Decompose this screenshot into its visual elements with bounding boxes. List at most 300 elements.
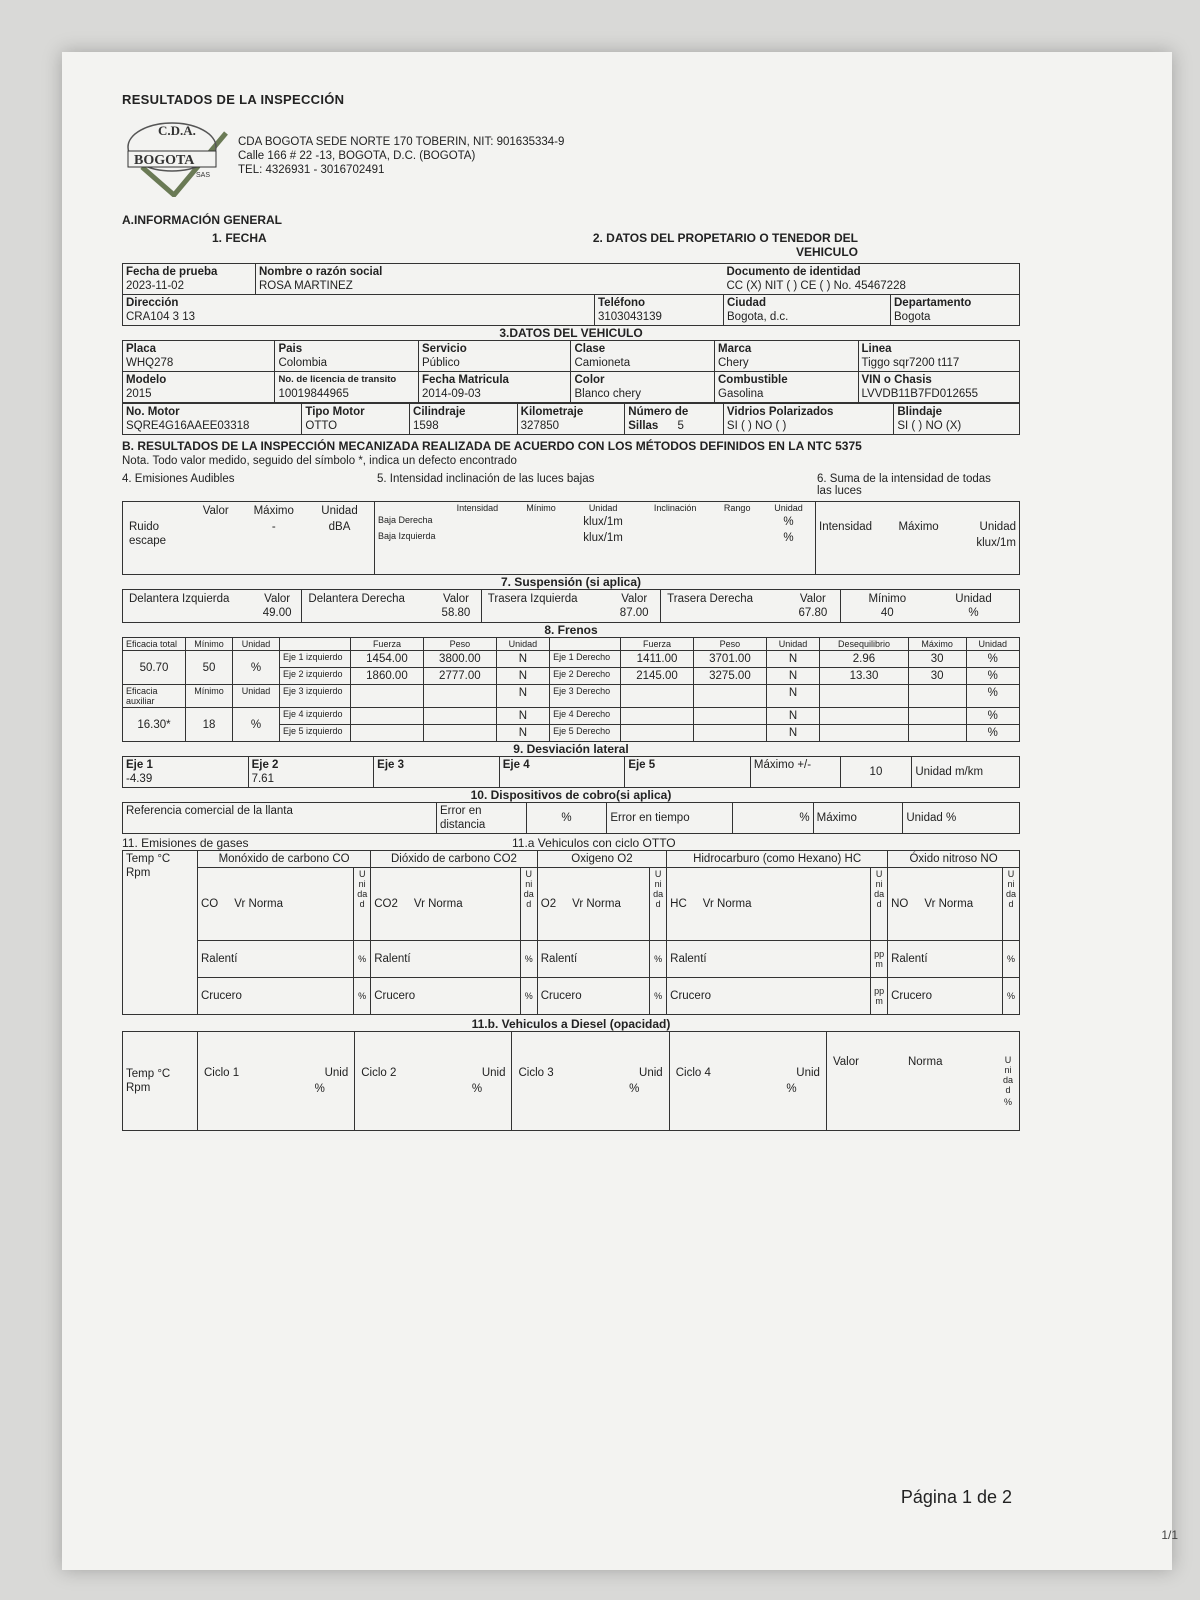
section-a-title: A.INFORMACIÓN GENERAL	[122, 213, 282, 227]
section-b-title: B. RESULTADOS DE LA INSPECCIÓN MECANIZADA REALIZADA DE ACUERDO CON LOS MÉTODOS DEFINIDOS EN LA NTC 5375	[122, 439, 862, 453]
no-heading: Óxido nitroso NO	[888, 851, 1020, 868]
svg-text:C.D.A.: C.D.A.	[158, 123, 196, 138]
desv-eje2-label: Eje 2	[251, 759, 279, 771]
susp-td-label: Trasera Derecha	[667, 593, 754, 605]
no-ralenti-unit: %	[1003, 941, 1020, 978]
ciclo1-pct: %	[314, 1083, 325, 1095]
unidad-deseq-head: Unidad	[966, 638, 1019, 651]
eficacia-total-label: Eficacia total	[123, 638, 186, 651]
eje-der-label: Eje 4 Derecho	[550, 708, 621, 725]
hc-crucero: Crucero	[667, 978, 871, 1015]
unidad-der-head: Unidad	[766, 638, 819, 651]
cobro-unit-label: Unidad %	[903, 803, 1020, 834]
eje-izq-unit: N	[496, 651, 549, 668]
combustible-value: Gasolina	[718, 388, 764, 400]
ciclo4-unid: Unid	[796, 1067, 820, 1079]
susp-dd-value: 58.80	[441, 607, 471, 619]
eje-der-peso: 3275.00	[693, 668, 766, 685]
eje-izq-peso: 3800.00	[423, 651, 496, 668]
otto-title: 11.a Vehiculos con ciclo OTTO	[512, 836, 676, 850]
hc-sub	[667, 868, 871, 941]
company-address: Calle 166 # 22 -13, BOGOTA, D.C. (BOGOTA)	[238, 150, 476, 162]
no-crucero-unit: %	[1003, 978, 1020, 1015]
vehicle-section-title: 3.DATOS DEL VEHICULO	[499, 326, 643, 340]
maximo-head: Máximo	[908, 638, 966, 651]
co-crucero-unit: %	[354, 978, 371, 1015]
susp-ti-label: Trasera Izquierda	[487, 593, 578, 605]
susp-min-value: 40	[880, 607, 894, 619]
eje-maximo	[908, 725, 966, 742]
ef-aux-min: 18	[186, 708, 233, 742]
page-number: Página 1 de 2	[900, 1487, 1012, 1507]
eje-izq-unit: N	[496, 668, 549, 685]
luz-unidad-head: Unidad	[588, 503, 618, 513]
co2-crucero-unit: %	[520, 978, 537, 1015]
desv-max-label: Máximo +/-	[750, 757, 840, 788]
licencia-label: No. de licencia de transito	[278, 374, 397, 385]
audible-unit-head: Unidad	[321, 505, 358, 517]
svg-text:SAS: SAS	[196, 172, 211, 179]
hc-crucero-unit: ppm	[871, 978, 888, 1015]
co-vr: Vr	[234, 898, 246, 910]
motor-label: No. Motor	[126, 406, 180, 418]
diesel-table	[122, 1031, 1020, 1131]
eje-der-unit: N	[766, 708, 819, 725]
eje-der-unit: N	[766, 651, 819, 668]
desv-eje1-label: Eje 1	[126, 759, 153, 771]
eje-der-fuerza	[621, 685, 694, 708]
eje-der-label: Eje 5 Derecho	[550, 725, 621, 742]
linea-label: Linea	[861, 343, 892, 355]
eje-maximo: 30	[908, 651, 966, 668]
ciclo2-pct: %	[471, 1083, 483, 1095]
eje-maximo	[908, 685, 966, 708]
departamento-label: Departamento	[894, 297, 972, 309]
ef-aux-unit-head: Unidad	[233, 685, 280, 708]
sillas-label-2: Sillas	[628, 420, 659, 432]
luz-inclinacion-head: Inclinación	[653, 503, 697, 513]
sillas-value: 5	[677, 420, 684, 432]
o2-crucero: Crucero	[537, 978, 649, 1015]
owner-heading: 2. DATOS DEL PROPETARIO O TENEDOR DEL VEHICULO	[592, 231, 858, 259]
report-title: RESULTADOS DE LA INSPECCIÓN	[122, 92, 345, 107]
unidad-izq-head: Unidad	[496, 638, 549, 651]
eje-deseq-unit: %	[966, 685, 1019, 708]
lights-sum-inner	[816, 502, 1019, 551]
gas-rpm-label: Rpm	[126, 867, 151, 879]
eje-deseq-unit: %	[966, 708, 1019, 725]
desv-eje1-value: -4.39	[126, 773, 153, 785]
desv-eje3-label: Eje 3	[377, 759, 405, 771]
co2-norma: Norma	[428, 898, 463, 910]
eje-maximo	[908, 708, 966, 725]
ciclo2-unid: Unid	[481, 1067, 506, 1079]
susp-td-valor-head: Valor	[799, 593, 826, 605]
eje-izq-unit: N	[496, 708, 549, 725]
marca-label: Marca	[718, 343, 752, 355]
susp-dd-valor-head: Valor	[442, 593, 469, 605]
sum-unidad-head: Unidad	[979, 521, 1016, 533]
eje-izq-peso: 2777.00	[423, 668, 496, 685]
sillas-label: Número de	[628, 406, 689, 418]
fuerza-izq-head: Fuerza	[351, 638, 424, 651]
vidrios-label: Vidrios Polarizados	[726, 406, 834, 418]
modelo-value: 2015	[126, 388, 152, 400]
company-phone: TEL: 4326931 - 3016702491	[238, 164, 385, 176]
eje-der-label: Eje 1 Derecho	[550, 651, 621, 668]
company-info	[238, 135, 564, 177]
o2-crucero-unit: %	[650, 978, 667, 1015]
cobro-error-dist-label: Error en distancia	[436, 803, 526, 834]
no-norma: Norma	[938, 898, 974, 910]
eje-izq-peso	[423, 708, 496, 725]
eje-desequilibrio	[820, 708, 909, 725]
eje-izq-fuerza: 1860.00	[351, 668, 424, 685]
o2-unidad-vertical: Unidad	[650, 868, 667, 941]
audible-inner	[126, 503, 371, 549]
fecha-heading: 1. FECHA	[212, 231, 267, 245]
eje-deseq-unit: %	[966, 668, 1019, 685]
susp-dd-label: Delantera Derecha	[308, 593, 405, 605]
frenos-title: 8. Frenos	[544, 623, 598, 637]
color-label: Color	[574, 374, 605, 386]
o2-norma: Norma	[586, 898, 621, 910]
no-sub	[888, 868, 1003, 941]
cilindraje-label: Cilindraje	[413, 406, 466, 418]
eje-der-unit: N	[766, 685, 819, 708]
svg-text:BOGOTA: BOGOTA	[134, 153, 195, 168]
eje-izq-fuerza	[351, 725, 424, 742]
eje-der-peso: 3701.00	[693, 651, 766, 668]
baja-derecha-unit: klux/1m	[583, 516, 623, 528]
susp-min-label: Mínimo	[868, 593, 907, 605]
no-ralenti: Ralentí	[888, 941, 1003, 978]
eje-der-fuerza	[621, 725, 694, 742]
baja-izquierda-label: Baja Izquierda	[378, 531, 436, 541]
ef-aux-value: 16.30*	[123, 708, 186, 742]
lights-sum-heading: 6. Suma de la intensidad de todas las luces	[817, 473, 991, 497]
eje-der-fuerza: 1411.00	[621, 651, 694, 668]
document-page	[62, 52, 1172, 1570]
eje-izq-fuerza: 1454.00	[351, 651, 424, 668]
sum-unidad-value: klux/1m	[976, 537, 1016, 549]
desv-unit: Unidad m/km	[912, 757, 1020, 788]
tipo-motor-value: OTTO	[305, 420, 338, 432]
licencia-value: 10019844965	[278, 388, 349, 400]
eje-izq-label: Eje 4 izquierdo	[280, 708, 351, 725]
eje-izq-label: Eje 2 izquierdo	[280, 668, 351, 685]
no-crucero: Crucero	[888, 978, 1003, 1015]
eje-desequilibrio: 2.96	[820, 651, 909, 668]
ef-total-min: 50	[186, 651, 233, 685]
ciclo1-unid: Unid	[324, 1067, 349, 1079]
audible-unit-value: dBA	[328, 521, 351, 533]
gases-title: 11. Emisiones de gases	[122, 836, 249, 850]
clase-label: Clase	[574, 343, 606, 355]
desv-eje2-value: 7.61	[251, 773, 274, 785]
co2-ralenti-unit: %	[520, 941, 537, 978]
co2-vr: Vr	[413, 898, 425, 910]
section-b-subheads	[122, 473, 1020, 497]
marca-value: Chery	[718, 357, 749, 369]
eje-izq-label: Eje 3 izquierdo	[280, 685, 351, 708]
placa-value: WHQ278	[126, 357, 174, 369]
ef-aux-min-head: Mínimo	[186, 685, 233, 708]
desv-max-value: 10	[840, 757, 912, 788]
ciclo4-label: Ciclo 4	[675, 1067, 711, 1079]
gas-temp-label: Temp °C	[126, 853, 171, 865]
company-header	[122, 115, 1020, 197]
gases-heads	[122, 836, 1020, 850]
eje-izq-unit: N	[496, 685, 549, 708]
susp-ti-value: 87.00	[619, 607, 649, 619]
eje-deseq-unit: %	[966, 651, 1019, 668]
general-info-table	[122, 263, 1020, 326]
cobro-ref-label: Referencia comercial de la llanta	[123, 803, 437, 834]
ciclo3-unid: Unid	[639, 1067, 663, 1079]
ef-total-unit: %	[233, 651, 280, 685]
documento-value: CC (X) NIT ( ) CE ( ) No. 45467228	[726, 280, 906, 292]
tipo-motor-label: Tipo Motor	[305, 406, 365, 418]
ciclo2-label: Ciclo 2	[361, 1067, 397, 1079]
no-unidad-vertical: Unidad	[1003, 868, 1020, 941]
eje-izq-peso	[423, 685, 496, 708]
hc-unidad-vertical: Unidad	[871, 868, 888, 941]
lights-heading: 5. Intensidad inclinación de las luces bajas	[377, 473, 595, 485]
blindaje-value: SI ( ) NO (X)	[897, 420, 962, 432]
eficacia-auxiliar-label: Eficacia auxiliar	[123, 685, 186, 708]
vehicle-table-engine	[122, 403, 1020, 435]
o2-heading: Oxigeno O2	[537, 851, 666, 868]
eje-der-unit: N	[766, 725, 819, 742]
eje-der-peso	[693, 685, 766, 708]
o2-ralenti: Ralentí	[537, 941, 649, 978]
color-value: Blanco chery	[574, 388, 641, 400]
luz-intensidad-head: Intensidad	[456, 503, 499, 513]
vidrios-value: SI ( ) NO ( )	[726, 420, 787, 432]
audible-max-head: Máximo	[253, 505, 294, 517]
hc-heading: Hidrocarburo (como Hexano) HC	[667, 851, 888, 868]
vehicle-table	[122, 340, 1020, 403]
frenos-table	[122, 637, 1020, 742]
cobro-max-label: Máximo	[813, 803, 903, 834]
clase-value: Camioneta	[574, 357, 631, 369]
hc-ralenti: Ralentí	[667, 941, 871, 978]
ciudad-label: Ciudad	[727, 297, 766, 309]
servicio-label: Servicio	[422, 343, 467, 355]
no-label: NO	[891, 898, 909, 910]
ciudad-value: Bogota, d.c.	[727, 311, 789, 323]
vin-value: LVVDB11B7FD012655	[861, 388, 979, 400]
co2-ralenti: Ralentí	[371, 941, 521, 978]
suspension-table	[122, 589, 1020, 623]
desequilibrio-head: Desequilibrio	[820, 638, 909, 651]
o2-ralenti-unit: %	[650, 941, 667, 978]
cda-bogota-logo	[122, 115, 234, 197]
direccion-label: Dirección	[126, 297, 179, 309]
eje-izq-fuerza	[351, 708, 424, 725]
desviacion-table	[122, 756, 1020, 788]
section-a-subheads	[122, 231, 1020, 259]
baja-izquierda-pct: %	[783, 532, 794, 544]
co-label: CO	[201, 898, 219, 910]
o2-label: O2	[540, 898, 557, 910]
cobro-error-tiempo-label: Error en tiempo	[607, 803, 733, 834]
susp-unit-value: %	[968, 607, 979, 619]
cobro-tiempo-pct: %	[732, 803, 813, 834]
baja-derecha-pct: %	[783, 516, 794, 528]
co2-unidad-vertical: Unidad	[520, 868, 537, 941]
kilometraje-value: 327850	[520, 420, 560, 432]
co-sub	[198, 868, 354, 941]
co2-label: CO2	[374, 898, 398, 910]
co-heading: Monóxido de carbono CO	[198, 851, 371, 868]
audible-lights-table	[122, 501, 1020, 575]
cobro-dist-pct: %	[526, 803, 607, 834]
diesel-unidad-pct: %	[1003, 1097, 1012, 1107]
departamento-value: Bogota	[894, 311, 931, 323]
luz-rango-head: Rango	[723, 503, 751, 513]
susp-unit-label: Unidad	[955, 593, 992, 605]
fecha-label: Fecha de prueba	[126, 266, 218, 278]
servicio-value: Público	[422, 357, 460, 369]
telefono-label: Teléfono	[598, 297, 646, 309]
diesel-norma-label: Norma	[907, 1056, 943, 1068]
co-unidad-vertical: Unidad	[354, 868, 371, 941]
co-crucero: Crucero	[198, 978, 354, 1015]
ef-total-min-head: Mínimo	[186, 638, 233, 651]
susp-di-label: Delantera Izquierda	[129, 593, 230, 605]
no-vr: Vr	[924, 898, 936, 910]
eje-der-peso	[693, 708, 766, 725]
susp-di-valor-head: Valor	[264, 593, 291, 605]
diesel-temp-label: Temp °C	[126, 1068, 171, 1080]
linea-value: Tiggo sqr7200 t117	[861, 357, 960, 369]
pais-label: Pais	[278, 343, 303, 355]
desv-eje5-label: Eje 5	[628, 759, 656, 771]
sum-intensidad-head: Intensidad	[819, 521, 873, 533]
fecha-value: 2023-11-02	[126, 280, 184, 292]
susp-td-value: 67.80	[798, 607, 828, 619]
cilindraje-value: 1598	[413, 420, 439, 432]
ciclo3-label: Ciclo 3	[518, 1067, 554, 1079]
kilometraje-label: Kilometraje	[520, 406, 584, 418]
hc-label: HC	[670, 898, 687, 910]
company-name-nit: CDA BOGOTA SEDE NORTE 170 TOBERIN, NIT: 901635334-9	[238, 136, 565, 148]
co-ralenti-unit: %	[354, 941, 371, 978]
luz-min-head: Mínimo	[526, 503, 556, 513]
combustible-label: Combustible	[718, 374, 788, 386]
lights-inner	[375, 502, 815, 546]
diesel-rpm-label: Rpm	[126, 1082, 151, 1094]
co2-crucero: Crucero	[371, 978, 521, 1015]
eje-der-fuerza: 2145.00	[621, 668, 694, 685]
peso-der-head: Peso	[693, 638, 766, 651]
eje-der-fuerza	[621, 708, 694, 725]
ef-total-value: 50.70	[123, 651, 186, 685]
direccion-value: CRA104 3 13	[126, 311, 196, 323]
eje-der-unit: N	[766, 668, 819, 685]
placa-label: Placa	[126, 343, 157, 355]
eje-izq-peso	[423, 725, 496, 742]
motor-value: SQRE4G16AAEE03318	[126, 420, 250, 432]
ruido-label: Ruido escape	[129, 521, 167, 547]
susp-ti-valor-head: Valor	[621, 593, 648, 605]
eje-desequilibrio: 13.30	[820, 668, 909, 685]
nombre-label: Nombre o razón social	[259, 266, 383, 278]
hc-norma: Norma	[717, 898, 752, 910]
nombre-value: ROSA MARTINEZ	[259, 280, 353, 292]
ef-total-unit-head: Unidad	[233, 638, 280, 651]
peso-izq-head: Peso	[423, 638, 496, 651]
co-ralenti: Ralentí	[198, 941, 354, 978]
audible-heading: 4. Emisiones Audibles	[122, 473, 235, 485]
baja-derecha-label: Baja Derecha	[378, 515, 433, 525]
eje-izq-label: Eje 5 izquierdo	[280, 725, 351, 742]
eje-desequilibrio	[820, 685, 909, 708]
eje-der-peso	[693, 725, 766, 742]
matricula-label: Fecha Matricula	[422, 374, 509, 386]
matricula-value: 2014-09-03	[422, 388, 481, 400]
diesel-unidad-vertical: Unidad	[1003, 1055, 1014, 1095]
sum-max-head: Máximo	[898, 521, 939, 533]
ef-aux-unit: %	[233, 708, 280, 742]
pais-value: Colombia	[278, 357, 328, 369]
eje-der-label: Eje 2 Derecho	[550, 668, 621, 685]
co-norma: Norma	[248, 898, 284, 910]
vin-label: VIN o Chasis	[861, 374, 932, 386]
co2-heading: Dióxido de carbono CO2	[371, 851, 538, 868]
o2-vr: Vr	[572, 898, 584, 910]
luz-unidad2-head: Unidad	[774, 503, 803, 513]
cobro-table	[122, 802, 1020, 834]
gases-otto-table	[122, 850, 1020, 1015]
defect-note: Nota. Todo valor medido, seguido del símbolo *, indica un defecto encontrado	[122, 455, 517, 467]
document-content	[122, 92, 1020, 1131]
blindaje-label: Blindaje	[897, 406, 943, 418]
eje-desequilibrio	[820, 725, 909, 742]
diesel-title: 11.b. Vehiculos a Diesel (opacidad)	[471, 1017, 671, 1031]
eje-izq-fuerza	[351, 685, 424, 708]
desv-eje4-label: Eje 4	[502, 759, 530, 771]
eje-maximo: 30	[908, 668, 966, 685]
modelo-label: Modelo	[126, 374, 167, 386]
co2-sub	[371, 868, 521, 941]
ciclo1-label: Ciclo 1	[204, 1067, 240, 1079]
documento-label: Documento de identidad	[726, 266, 861, 278]
hc-vr: Vr	[702, 898, 714, 910]
cobro-title: 10. Dispositivos de cobro(si aplica)	[470, 788, 672, 802]
ciclo3-pct: %	[629, 1083, 640, 1095]
suspension-title: 7. Suspensión (si aplica)	[500, 575, 642, 589]
eje-deseq-unit: %	[966, 725, 1019, 742]
telefono-value: 3103043139	[598, 311, 662, 323]
susp-di-value: 49.00	[262, 607, 292, 619]
eje-der-label: Eje 3 Derecho	[550, 685, 621, 708]
fuerza-der-head: Fuerza	[621, 638, 694, 651]
hc-ralenti-unit: ppm	[871, 941, 888, 978]
audible-max-value: -	[271, 521, 276, 533]
ciclo4-pct: %	[786, 1083, 797, 1095]
baja-izquierda-unit: klux/1m	[583, 532, 623, 544]
audible-valor-head: Valor	[202, 505, 229, 517]
sheet-counter: 1/1	[1161, 1528, 1178, 1542]
eje-izq-label: Eje 1 izquierdo	[280, 651, 351, 668]
desviacion-title: 9. Desviación lateral	[513, 742, 629, 756]
o2-sub	[537, 868, 649, 941]
eje-izq-unit: N	[496, 725, 549, 742]
diesel-valor-label: Valor	[832, 1056, 859, 1068]
